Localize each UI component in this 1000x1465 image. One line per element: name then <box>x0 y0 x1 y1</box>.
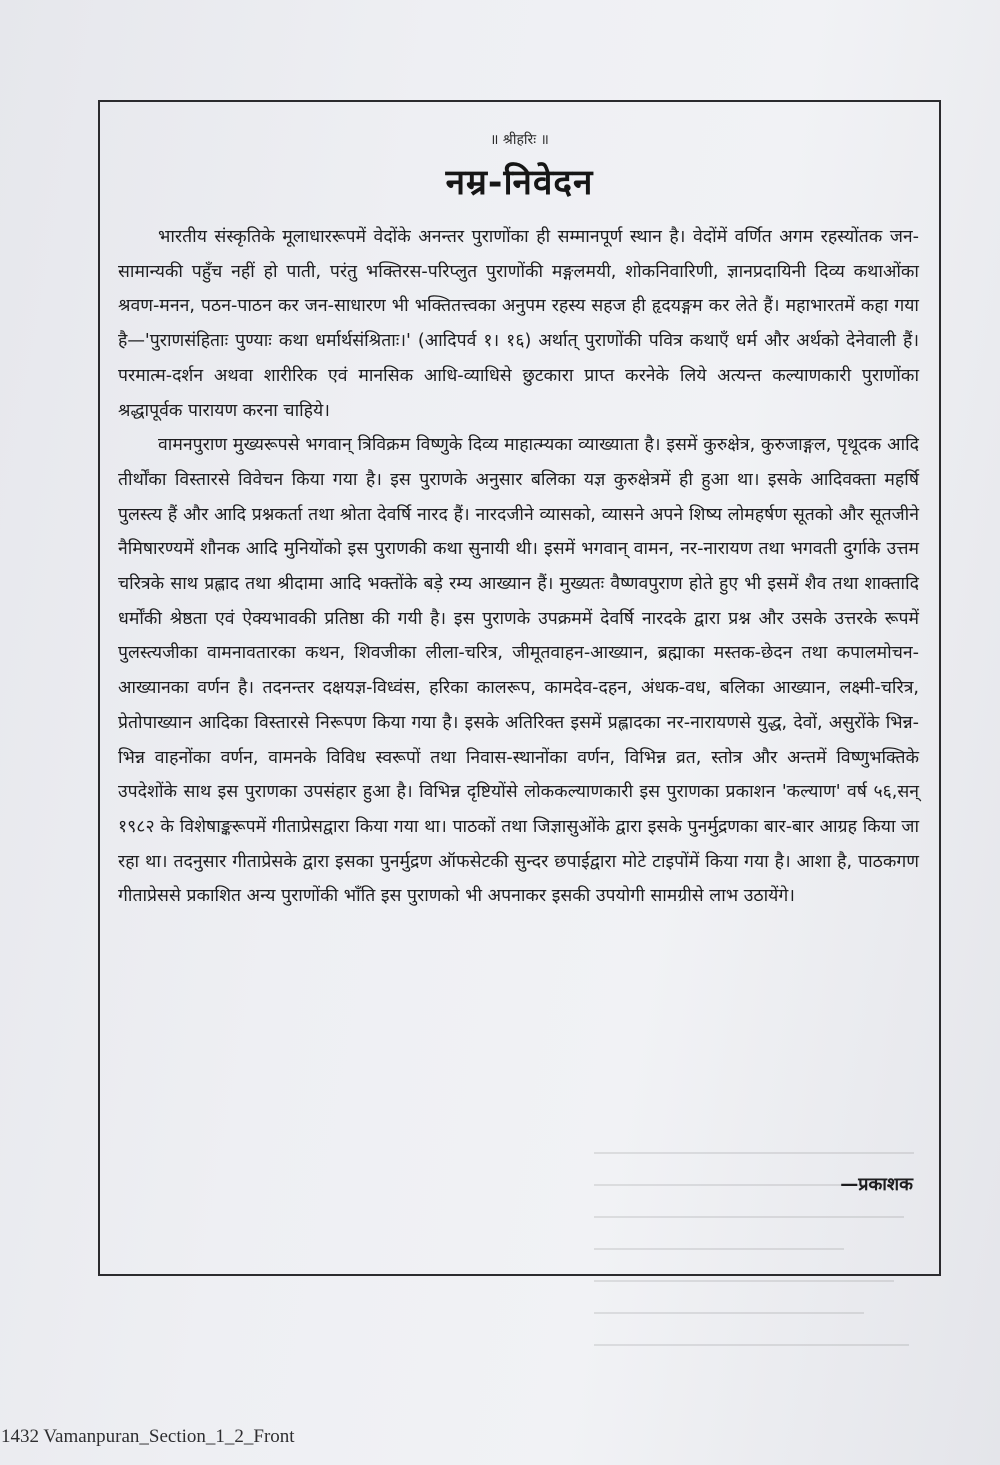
paragraph-2: वामनपुराण मुख्यरूपसे भगवान् त्रिविक्रम विष्णुके दिव्य माहात्म्यका व्याख्याता है। इसमें कुरुक्षेत्र, कुरुजाङ्गल, पृथूदक आदि तीर्थोंका विस्तारसे विवेचन किया गया है। इस पुराणके अनुसार बलिका यज्ञ कुरुक्षेत्रमें ही हुआ था। इसके आदिवक्ता महर्षि पुलस्त्य हैं और आदि प्रश्नकर्ता तथा श्रोता देवर्षि नारद हैं। नारदजीने व्यासको, व्यासने अपने शिष्य लोमहर्षण सूतको और सूतजीने नैमिषारण्यमें शौनक आदि मुनियोंको इस पुराणकी कथा सुनायी थी। इसमें भगवान् वामन, नर-नारायण तथा भगवती दुर्गाके उत्तम चरित्रके साथ प्रह्लाद तथा श्रीदामा आदि भक्तोंके बड़े रम्य आख्यान हैं। मुख्यतः वैष्णवपुराण होते हुए भी इसमें शैव तथा शाक्तादि धर्मोंकी श्रेष्ठता एवं ऐक्यभावकी प्रतिष्ठा की गयी है। इस पुराणके उपक्रममें देवर्षि नारदके द्वारा प्रश्न और उसके उत्तरके रूपमें पुलस्त्यजीका वामनावतारका कथन, शिवजीका लीला-चरित्र, जीमूतवाहन-आख्यान, ब्रह्माका मस्तक-छेदन तथा कपालमोचन-आख्यानका वर्णन है। तदनन्तर दक्षयज्ञ-विध्वंस, हरिका कालरूप, कामदेव-दहन, अंधक-वध, बलिका आख्यान, लक्ष्मी-चरित्र, प्रेतोपाख्यान आदिका विस्तारसे निरूपण किया गया है। इसके अतिरिक्त इसमें प्रह्लादका नर-नारायणसे युद्ध, देवों, असुरोंके भिन्न-भिन्न वाहनोंका वर्णन, वामनके विविध स्वरूपों तथा निवास-स्थानोंका वर्णन, विभिन्न व्रत, स्तोत्र और अन्तमें विष्णुभक्तिके उपदेशोंके साथ इस पुराणका उपसंहार हुआ है। विभिन्न दृष्टियोंसे लोककल्याणकारी इस पुराणका प्रकाशन 'कल्याण' वर्ष ५६,सन् १९८२ के विशेषाङ्करूपमें गीताप्रेसद्वारा किया गया था। पाठकों तथा जिज्ञासुओंके द्वारा इसके पुनर्मुद्रणका बार-बार आग्रह किया जा रहा था। तदनुसार गीताप्रेसके द्वारा इसका पुनर्मुद्रण ऑफसेटकी सुन्दर छपाईद्वारा मोटे टाइपोंमें किया गया है। आशा है, पाठकगण गीताप्रेससे प्रकाशित अन्य पुराणोंकी भाँति इस पुराणको भी अपनाकर इसकी उपयोगी सामग्रीसे लाभ उठायेंगे। <box>118 435 919 907</box>
invocation-heading: ॥ श्रीहरिः ॥ <box>490 132 549 148</box>
publisher-signature: —प्रकाशक <box>840 1174 913 1195</box>
page-title: नम्र-निवेदन <box>445 163 594 203</box>
paragraph-1: भारतीय संस्कृतिके मूलाधाररूपमें वेदोंके अनन्तर पुराणोंका ही सम्मानपूर्ण स्थान है। वेदोंमें वर्णित अगम रहस्योंतक जन-सामान्यकी पहुँच नहीं हो पाती, परंतु भक्तिरस-परिप्लुत पुराणोंकी मङ्गलमयी, शोकनिवारिणी, ज्ञानप्रदायिनी दिव्य कथाओंका श्रवण-मनन, पठन-पाठन कर जन-साधारण भी भक्तितत्त्वका अनुपम रहस्य सहज ही हृदयङ्गम कर लेते हैं। महाभारतमें कहा गया है—'पुराणसंहिताः पुण्याः कथा धर्मार्थसंश्रिताः।' (आदिपर्व १। १६) अर्थात् पुराणोंकी पवित्र कथाएँ धर्म और अर्थको देनेवाली हैं। परमात्म-दर्शन अथवा शारीरिक एवं मानसिक आधि-व्याधिसे छुटकारा प्राप्त करनेके लिये अत्यन्त कल्याणकारी पुराणोंका श्रद्धापूर्वक पारायण करना चाहिये। <box>118 227 919 421</box>
bordered-text-frame <box>98 100 941 1276</box>
body-text <box>118 220 919 914</box>
file-label-footer: 1432 Vamanpuran_Section_1_2_Front <box>1 1426 295 1447</box>
